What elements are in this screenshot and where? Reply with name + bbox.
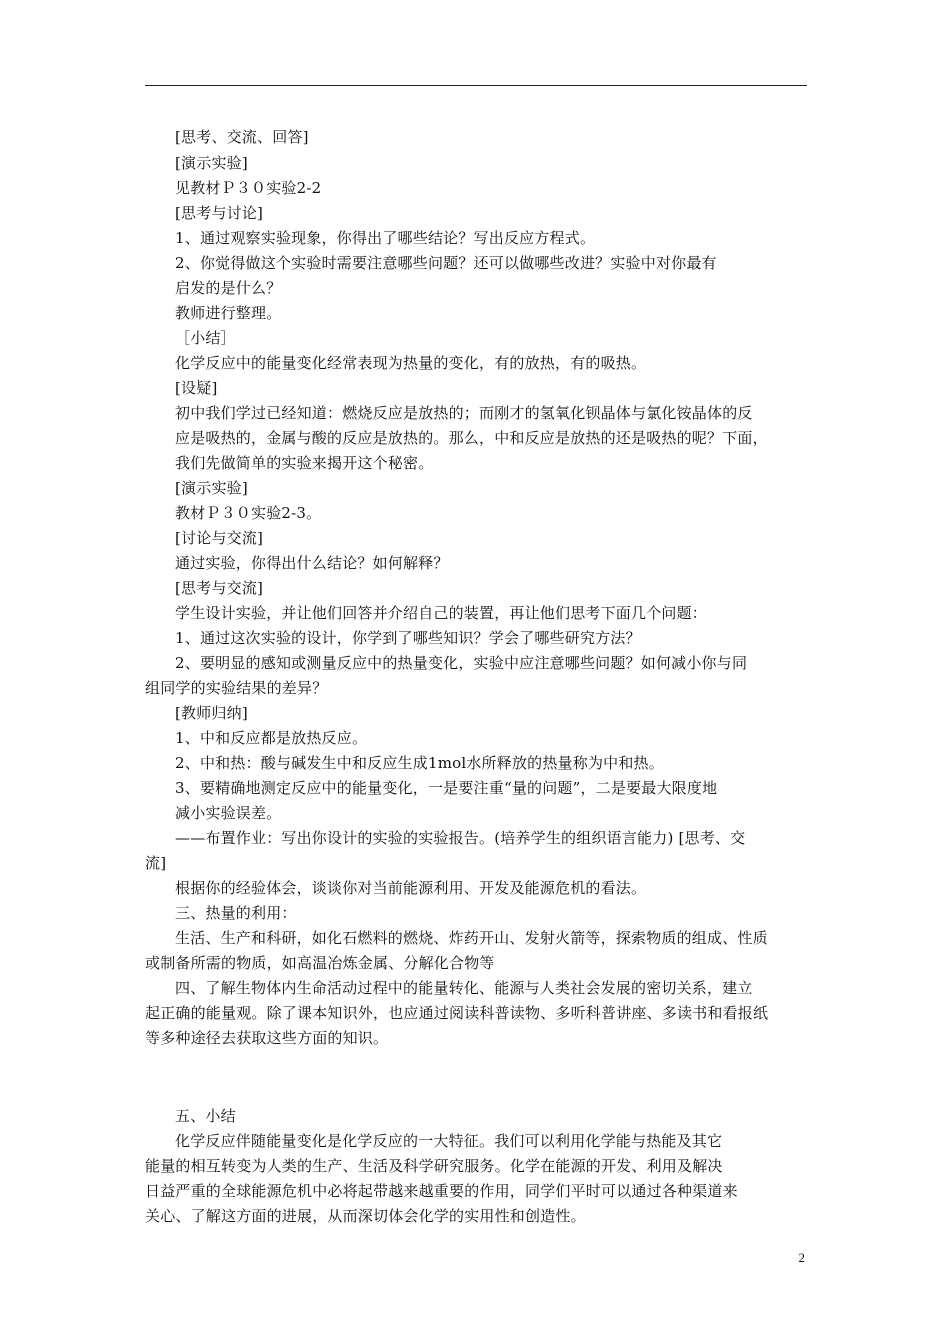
text-line: 起正确的能量观。除了课本知识外，也应通过阅读科普读物、多听科普讲座、多读书和看报纸	[145, 1004, 769, 1022]
text-line: 2、要明显的感知或测量反应中的热量变化，实验中应注意哪些问题？如何减小你与同	[175, 654, 748, 672]
text-line: 组同学的实验结果的差异？	[145, 679, 328, 697]
text-line: 教师进行整理。	[175, 304, 282, 322]
text-line: [思考、交流、回答]	[175, 128, 309, 146]
text-line: [教师归纳]	[175, 704, 248, 722]
text-line: [演示实验]	[175, 479, 248, 497]
text-line: ［小结］	[175, 329, 236, 347]
text-line: 关心、了解这方面的进展，从而深切体会化学的实用性和创造性。	[145, 1207, 586, 1225]
text-line: 学生设计实验，并让他们回答并介绍自己的装置，再让他们思考下面几个问题：	[175, 604, 708, 622]
text-line: 应是吸热的，金属与酸的反应是放热的。那么，中和反应是放热的还是吸热的呢？下面，	[175, 429, 768, 447]
text-line: 2、中和热：酸与碱发生中和反应生成1mol水所释放的热量称为中和热。	[175, 754, 664, 772]
text-line: 2、你觉得做这个实验时需要注意哪些问题？还可以做哪些改进？实验中对你最有	[175, 254, 717, 272]
text-line: 化学反应伴随能量变化是化学反应的一大特征。我们可以利用化学能与热能及其它	[175, 1132, 723, 1150]
text-line: 生活、生产和科研，如化石燃料的燃烧、炸药开山、发射火箭等，探索物质的组成、性质	[175, 929, 768, 947]
text-line: [讨论与交流]	[175, 529, 264, 547]
text-line: 1、中和反应都是放热反应。	[175, 729, 368, 747]
text-line: [思考与交流]	[175, 579, 264, 597]
text-line: 化学反应中的能量变化经常表现为热量的变化，有的放热，有的吸热。	[175, 354, 647, 372]
page-number: 2	[798, 1250, 805, 1265]
text-line: 流]	[145, 854, 167, 872]
text-line: 日益严重的全球能源危机中必将起带越来越重要的作用，同学们平时可以通过各种渠道来	[145, 1182, 738, 1200]
text-line: 初中我们学过已经知道：燃烧反应是放热的；而刚才的氢氧化钡晶体与氯化铵晶体的反	[175, 404, 753, 422]
text-line: [演示实验]	[175, 154, 248, 172]
text-line: 教材Ｐ３０实验2-3。	[175, 504, 322, 522]
text-line: [思考与讨论]	[175, 204, 264, 222]
text-line: 或制备所需的物质，如高温冶炼金属、分解化合物等	[145, 954, 495, 972]
text-line: 三、热量的利用：	[175, 904, 297, 922]
text-line: 减小实验误差。	[175, 804, 282, 822]
header-rule	[145, 85, 807, 86]
text-line: 四、了解生物体内生命活动过程中的能量转化、能源与人类社会发展的密切关系，建立	[175, 979, 753, 997]
text-line: 能量的相互转变为人类的生产、生活及科学研究服务。化学在能源的开发、利用及解决	[145, 1157, 723, 1175]
text-line: 1、通过观察实验现象，你得出了哪些结论？写出反应方程式。	[175, 229, 596, 247]
text-line: 根据你的经验体会，谈谈你对当前能源利用、开发及能源危机的看法。	[175, 879, 647, 897]
text-line: ——布置作业：写出你设计的实验的实验报告。(培养学生的组织语言能力) [思考、交	[175, 829, 746, 847]
text-line: [设疑]	[175, 379, 218, 397]
text-line: 通过实验，你得出什么结论？如何解释？	[175, 554, 449, 572]
text-line: 等多种途径去获取这些方面的知识。	[145, 1029, 389, 1047]
text-line: 见教材Ｐ３０实验2-2	[175, 179, 322, 197]
text-line: 启发的是什么？	[175, 279, 282, 297]
text-line: 3、要精确地测定反应中的能量变化，一是要注重“量的问题”，二是要最大限度地	[175, 779, 718, 797]
text-line: 1、通过这次实验的设计，你学到了哪些知识？学会了哪些研究方法？	[175, 629, 641, 647]
text-line: 我们先做简单的实验来揭开这个秘密。	[175, 454, 434, 472]
text-line: 五、小结	[175, 1107, 236, 1125]
